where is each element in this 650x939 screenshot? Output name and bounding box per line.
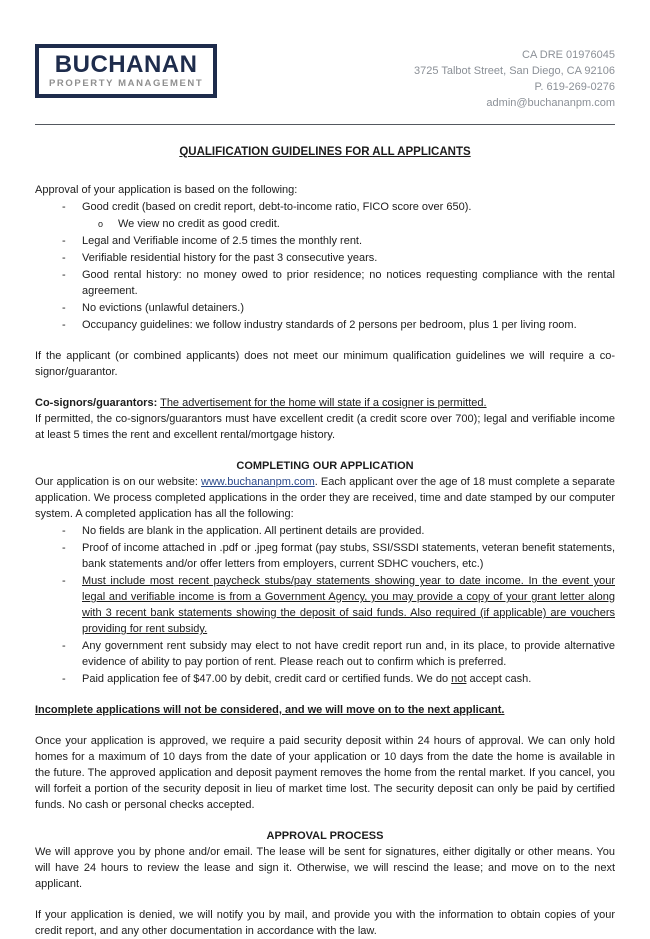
dash-bullet-marker: - <box>62 640 66 652</box>
cosigner-policy-underlined: The advertisement for the home will state if a cosigner is permitted. <box>160 397 487 409</box>
bullet-text: Verifiable residential history for the past 3 consecutive years. <box>82 252 378 264</box>
fee-text-post: accept cash. <box>466 673 532 685</box>
circle-bullet-marker: o <box>98 219 104 229</box>
list-item-application-fee <box>35 671 615 687</box>
list-item-no-evictions <box>35 300 615 316</box>
header-divider <box>35 124 615 125</box>
bullet-text: No evictions (unlawful detainers.) <box>82 302 245 314</box>
letterhead <box>35 0 615 111</box>
dash-bullet-marker: - <box>62 525 66 537</box>
cosigner-requirement-para: If the applicant (or combined applicants) does not meet our minimum qualification guidelines we will require a co-signor/guarantor. <box>35 350 615 378</box>
dash-bullet-marker: - <box>62 252 66 264</box>
deposit-para: Once your application is approved, we require a paid security deposit within 24 hours of approval. We can only hold homes for a maximum of 10 days from the date of your application or 10 days from the date the home is available in the future. The approved application and deposit payment removes the home from the rental market. If you cancel, you will forfeit a portion of the security deposit in lieu of market time lost. The security deposit can only be paid by certified funds. No cash or personal checks accepted. <box>35 735 615 811</box>
bullet-text: Legal and Verifiable income of 2.5 times the monthly rent. <box>82 235 363 247</box>
cosigner-heading-label: Co-signors/guarantors: <box>35 397 158 409</box>
dash-bullet-marker: - <box>62 319 66 331</box>
intro-text-post: . Each applicant over the age of 18 must complete a separate application. We process completed applications in the order they are received, time and date stamped by our computer system. A completed application has all the following: <box>35 476 615 520</box>
approval-method-para: We will approve you by phone and/or email. The lease will be sent for signatures, either digitally or other means. You will have 24 hours to review the lease and sign it. Otherwise, we will rescind the lease; and move on to the next applicant. <box>35 846 615 890</box>
bullet-text-underlined: Must include most recent paycheck stubs/pay statements showing year to date income. In the event your legal and verifiable income is from a Government Agency, you may provide a copy of your grant letter along with 3 recent bank statements showing the deposit of said funds. Also required (if applicable) are vouchers providing for rent subsidy. <box>82 575 615 635</box>
fee-text-pre: Paid application fee of $47.00 by debit, credit card or certified funds. We do <box>82 673 452 685</box>
bullet-text: Any government rent subsidy may elect to not have credit report run and, in its place, to provide alternative evidence of ability to pay portion of rent. Please reach out to confirm which is preferred. <box>82 640 615 668</box>
contact-line-dre: CA DRE 01976045 <box>522 49 615 61</box>
list-item-paycheck-stubs <box>35 573 615 637</box>
bullet-text: No fields are blank in the application. All pertinent details are provided. <box>82 525 425 537</box>
section-heading-completing: COMPLETING OUR APPLICATION <box>236 460 414 472</box>
dash-bullet-marker: - <box>62 201 66 213</box>
list-item-income <box>35 233 615 249</box>
list-item-occupancy <box>35 317 615 333</box>
bullet-text: Proof of income attached in .pdf or .jpeg format (pay stubs, SSI/SSDI statements, veteran benefit statements, bank statements and/or offer letters from employers, current SDHC vouchers, etc.) <box>82 542 615 570</box>
logo-subtitle: PROPERTY MANAGEMENT <box>49 78 204 90</box>
application-intro-para <box>35 474 615 522</box>
dash-bullet-marker: - <box>62 302 66 314</box>
denial-para: If your application is denied, we will notify you by mail, and provide you with the information to obtain copies of your credit report, and any other documentation in accordance with the law. <box>35 909 615 937</box>
fee-not-underlined: not <box>451 673 467 685</box>
dash-bullet-marker: - <box>62 673 66 685</box>
list-item-rent-subsidy <box>35 638 615 670</box>
logo-company-name: BUCHANAN <box>54 51 198 78</box>
website-link[interactable]: www.buchananpm.com <box>201 476 315 488</box>
list-item-good-credit <box>35 199 615 215</box>
list-item-no-blank-fields <box>35 523 615 539</box>
section-heading-approval: APPROVAL PROCESS <box>266 830 384 842</box>
sub-list-item-no-credit <box>35 216 615 232</box>
contact-line-phone: P. 619-269-0276 <box>534 81 615 93</box>
bullet-text: We view no credit as good credit. <box>118 218 280 230</box>
bullet-text: Occupancy guidelines: we follow industry standards of 2 persons per bedroom, plus 1 per living room. <box>82 319 577 331</box>
cosigner-detail-para: If permitted, the co-signors/guarantors must have excellent credit (a credit score over 700); legal and verifiable income at least 5 times the rent and excellent rental/mortgage history. <box>35 413 615 441</box>
list-item-rental-history <box>35 267 615 299</box>
list-item-proof-of-income <box>35 540 615 572</box>
contact-info <box>414 44 615 111</box>
intro-text-pre: Our application is on our website: <box>35 476 202 488</box>
dash-bullet-marker: - <box>62 542 66 554</box>
dash-bullet-marker: - <box>62 269 66 281</box>
contact-line-email: admin@buchananpm.com <box>486 97 615 109</box>
dash-bullet-marker: - <box>62 575 66 587</box>
bullet-text: Good credit (based on credit report, debt-to-income ratio, FICO score over 650). <box>82 201 472 213</box>
doc-title: QUALIFICATION GUIDELINES FOR ALL APPLICANTS <box>179 146 471 158</box>
cosigner-policy-para <box>35 395 615 411</box>
approval-intro: Approval of your application is based on the following: <box>35 184 298 196</box>
contact-line-address: 3725 Talbot Street, San Diego, CA 92106 <box>414 65 615 77</box>
incomplete-notice: Incomplete applications will not be considered, and we will move on to the next applicant. <box>35 704 505 716</box>
company-logo <box>35 44 217 98</box>
bullet-text <box>82 671 615 687</box>
bullet-text: Good rental history: no money owed to prior residence; no notices requesting compliance with the rental agreement. <box>82 269 615 297</box>
dash-bullet-marker: - <box>62 235 66 247</box>
list-item-residential-history <box>35 250 615 266</box>
